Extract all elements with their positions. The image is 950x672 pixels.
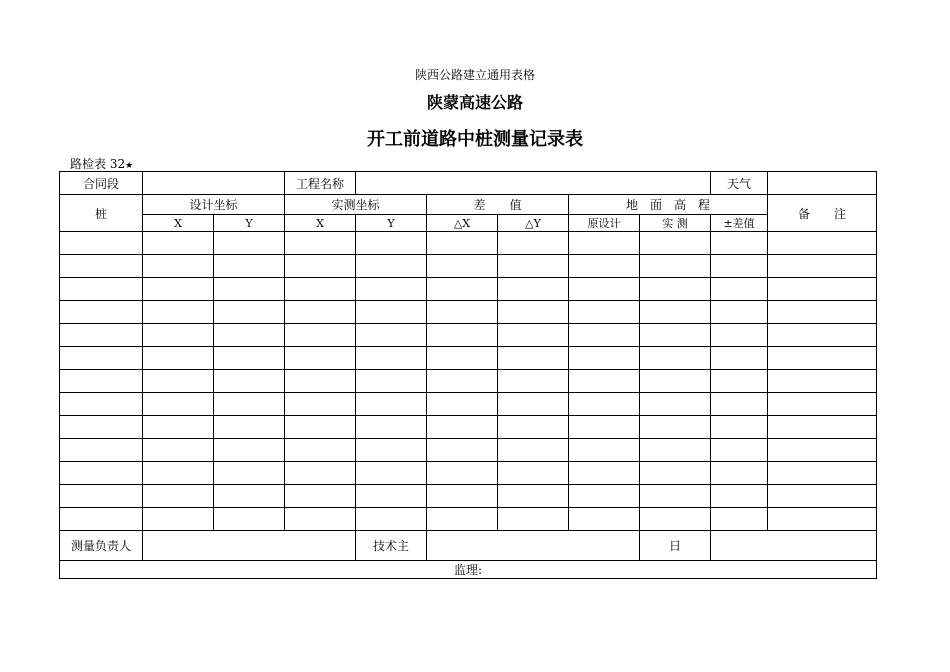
original-design-cell[interactable] bbox=[569, 301, 640, 324]
delta-y-cell[interactable] bbox=[498, 439, 569, 462]
measured-elev-cell[interactable] bbox=[640, 324, 711, 347]
table-row bbox=[60, 485, 877, 508]
design-x-cell[interactable] bbox=[143, 347, 214, 370]
diff-elev-cell[interactable] bbox=[711, 324, 768, 347]
delta-y-cell[interactable] bbox=[498, 416, 569, 439]
table-row bbox=[60, 370, 877, 393]
design-y-cell[interactable] bbox=[214, 439, 285, 462]
design-y-header: Y bbox=[214, 215, 285, 232]
measured-x-cell[interactable] bbox=[285, 462, 356, 485]
measured-elev-cell[interactable] bbox=[640, 347, 711, 370]
diff-elev-cell[interactable] bbox=[711, 393, 768, 416]
measured-elev-cell[interactable] bbox=[640, 301, 711, 324]
table-row bbox=[60, 347, 877, 370]
table-row bbox=[60, 508, 877, 531]
stake-cell[interactable] bbox=[60, 370, 143, 393]
measured-x-cell[interactable] bbox=[285, 370, 356, 393]
design-y-cell[interactable] bbox=[214, 278, 285, 301]
table-row bbox=[60, 393, 877, 416]
design-x-cell[interactable] bbox=[143, 324, 214, 347]
remarks-cell[interactable] bbox=[768, 278, 877, 301]
stake-cell[interactable] bbox=[60, 439, 143, 462]
delta-x-cell[interactable] bbox=[427, 301, 498, 324]
form-code-text: 路检表 32 bbox=[70, 157, 126, 171]
delta-x-cell[interactable] bbox=[427, 485, 498, 508]
measured-elev-header: 实 测 bbox=[640, 215, 711, 232]
diff-elev-header: ±差值 bbox=[711, 215, 768, 232]
remarks-cell[interactable] bbox=[768, 462, 877, 485]
design-y-cell[interactable] bbox=[214, 416, 285, 439]
delta-y-cell[interactable] bbox=[498, 508, 569, 531]
diff-elev-cell[interactable] bbox=[711, 232, 768, 255]
measured-x-cell[interactable] bbox=[285, 508, 356, 531]
design-x-cell[interactable] bbox=[143, 370, 214, 393]
ground-elevation-header: 地 面 高 程 bbox=[569, 195, 768, 215]
measured-y-cell[interactable] bbox=[356, 508, 427, 531]
delta-y-cell[interactable] bbox=[498, 278, 569, 301]
design-x-cell[interactable] bbox=[143, 278, 214, 301]
design-x-cell[interactable] bbox=[143, 485, 214, 508]
surveyor-value[interactable] bbox=[143, 531, 356, 561]
star-icon: ★ bbox=[125, 161, 134, 171]
design-x-cell[interactable] bbox=[143, 232, 214, 255]
remarks-cell[interactable] bbox=[768, 508, 877, 531]
supervisor-row bbox=[60, 561, 877, 579]
delta-x-cell[interactable] bbox=[427, 347, 498, 370]
design-y-cell[interactable] bbox=[214, 462, 285, 485]
project-name-label: 工程名称 bbox=[285, 172, 356, 195]
measured-elev-cell[interactable] bbox=[640, 278, 711, 301]
stake-cell[interactable] bbox=[60, 232, 143, 255]
original-design-cell[interactable] bbox=[569, 232, 640, 255]
measured-elev-cell[interactable] bbox=[640, 370, 711, 393]
stake-cell[interactable] bbox=[60, 508, 143, 531]
measured-x-cell[interactable] bbox=[285, 416, 356, 439]
measured-x-cell[interactable] bbox=[285, 485, 356, 508]
remarks-cell[interactable] bbox=[768, 485, 877, 508]
column-group-row bbox=[60, 195, 877, 215]
delta-y-cell[interactable] bbox=[498, 324, 569, 347]
measured-elev-cell[interactable] bbox=[640, 416, 711, 439]
delta-y-cell[interactable] bbox=[498, 485, 569, 508]
design-x-header: X bbox=[143, 215, 214, 232]
measured-y-cell[interactable] bbox=[356, 370, 427, 393]
original-design-cell[interactable] bbox=[569, 255, 640, 278]
delta-y-cell[interactable] bbox=[498, 393, 569, 416]
original-design-cell[interactable] bbox=[569, 439, 640, 462]
date-value[interactable] bbox=[711, 531, 877, 561]
design-x-cell[interactable] bbox=[143, 508, 214, 531]
technical-lead-value[interactable] bbox=[427, 531, 640, 561]
stake-cell[interactable] bbox=[60, 393, 143, 416]
diff-elev-cell[interactable] bbox=[711, 439, 768, 462]
measured-x-cell[interactable] bbox=[285, 301, 356, 324]
diff-elev-cell[interactable] bbox=[711, 508, 768, 531]
design-y-cell[interactable] bbox=[214, 301, 285, 324]
original-design-cell[interactable] bbox=[569, 278, 640, 301]
stake-cell[interactable] bbox=[60, 278, 143, 301]
stake-cell[interactable] bbox=[60, 255, 143, 278]
table-row bbox=[60, 278, 877, 301]
delta-y-cell[interactable] bbox=[498, 370, 569, 393]
form-code bbox=[70, 155, 133, 172]
delta-x-cell[interactable] bbox=[427, 232, 498, 255]
diff-elev-cell[interactable] bbox=[711, 301, 768, 324]
design-x-cell[interactable] bbox=[143, 416, 214, 439]
measured-elev-cell[interactable] bbox=[640, 485, 711, 508]
org-header: 陕西公路建立通用表格 bbox=[414, 68, 535, 82]
stake-cell[interactable] bbox=[60, 485, 143, 508]
column-sub-row bbox=[60, 215, 877, 232]
design-y-cell[interactable] bbox=[214, 508, 285, 531]
measured-y-header: Y bbox=[356, 215, 427, 232]
design-x-cell[interactable] bbox=[143, 301, 214, 324]
table-row bbox=[60, 232, 877, 255]
delta-y-cell[interactable] bbox=[498, 347, 569, 370]
measured-y-cell[interactable] bbox=[356, 439, 427, 462]
remarks-header: 备 注 bbox=[768, 195, 877, 232]
remarks-cell[interactable] bbox=[768, 347, 877, 370]
info-row bbox=[60, 172, 877, 195]
weather-value[interactable] bbox=[768, 172, 877, 195]
design-y-cell[interactable] bbox=[214, 255, 285, 278]
technical-lead-label: 技术主 bbox=[356, 531, 427, 561]
form-title: 开工前道路中桩测量记录表 bbox=[367, 129, 583, 150]
diff-elev-cell[interactable] bbox=[711, 370, 768, 393]
measured-x-cell[interactable] bbox=[285, 324, 356, 347]
table-row bbox=[60, 324, 877, 347]
measured-x-cell[interactable] bbox=[285, 255, 356, 278]
design-x-cell[interactable] bbox=[143, 439, 214, 462]
measured-elev-cell[interactable] bbox=[640, 508, 711, 531]
delta-y-cell[interactable] bbox=[498, 462, 569, 485]
measured-y-cell[interactable] bbox=[356, 278, 427, 301]
remarks-cell[interactable] bbox=[768, 439, 877, 462]
diff-elev-cell[interactable] bbox=[711, 255, 768, 278]
delta-x-header: △X bbox=[427, 215, 498, 232]
diff-elev-cell[interactable] bbox=[711, 278, 768, 301]
diff-elev-cell[interactable] bbox=[711, 416, 768, 439]
diff-elev-cell[interactable] bbox=[711, 462, 768, 485]
delta-x-cell[interactable] bbox=[427, 393, 498, 416]
design-x-cell[interactable] bbox=[143, 462, 214, 485]
table-row bbox=[60, 439, 877, 462]
measured-x-cell[interactable] bbox=[285, 232, 356, 255]
remarks-cell[interactable] bbox=[768, 301, 877, 324]
original-design-cell[interactable] bbox=[569, 393, 640, 416]
surveyor-label: 测量负责人 bbox=[60, 531, 143, 561]
remarks-cell[interactable] bbox=[768, 393, 877, 416]
table-row bbox=[60, 416, 877, 439]
contract-section-label: 合同段 bbox=[60, 172, 143, 195]
diff-elev-cell[interactable] bbox=[711, 485, 768, 508]
stake-cell[interactable] bbox=[60, 347, 143, 370]
delta-x-cell[interactable] bbox=[427, 508, 498, 531]
remarks-cell[interactable] bbox=[768, 255, 877, 278]
original-design-cell[interactable] bbox=[569, 370, 640, 393]
measured-y-cell[interactable] bbox=[356, 416, 427, 439]
measured-y-cell[interactable] bbox=[356, 301, 427, 324]
delta-x-cell[interactable] bbox=[427, 324, 498, 347]
table-row bbox=[60, 255, 877, 278]
delta-y-cell[interactable] bbox=[498, 255, 569, 278]
stake-header: 桩 bbox=[60, 195, 143, 232]
design-coord-header: 设计坐标 bbox=[143, 195, 285, 215]
measured-x-cell[interactable] bbox=[285, 278, 356, 301]
measured-y-cell[interactable] bbox=[356, 255, 427, 278]
original-design-cell[interactable] bbox=[569, 347, 640, 370]
measured-elev-cell[interactable] bbox=[640, 462, 711, 485]
measured-coord-header: 实测坐标 bbox=[285, 195, 427, 215]
original-design-header: 原设计 bbox=[569, 215, 640, 232]
design-y-cell[interactable] bbox=[214, 324, 285, 347]
date-label: 日 bbox=[640, 531, 711, 561]
delta-y-cell[interactable] bbox=[498, 232, 569, 255]
diff-elev-cell[interactable] bbox=[711, 347, 768, 370]
delta-x-cell[interactable] bbox=[427, 439, 498, 462]
table-row bbox=[60, 462, 877, 485]
delta-x-cell[interactable] bbox=[427, 278, 498, 301]
measured-y-cell[interactable] bbox=[356, 232, 427, 255]
measured-elev-cell[interactable] bbox=[640, 439, 711, 462]
remarks-cell[interactable] bbox=[768, 370, 877, 393]
stake-cell[interactable] bbox=[60, 462, 143, 485]
original-design-cell[interactable] bbox=[569, 462, 640, 485]
delta-x-cell[interactable] bbox=[427, 416, 498, 439]
measured-elev-cell[interactable] bbox=[640, 393, 711, 416]
measured-y-cell[interactable] bbox=[356, 324, 427, 347]
design-y-cell[interactable] bbox=[214, 347, 285, 370]
measured-y-cell[interactable] bbox=[356, 485, 427, 508]
measured-elev-cell[interactable] bbox=[640, 255, 711, 278]
measured-elev-cell[interactable] bbox=[640, 232, 711, 255]
original-design-cell[interactable] bbox=[569, 416, 640, 439]
original-design-cell[interactable] bbox=[569, 324, 640, 347]
delta-y-cell[interactable] bbox=[498, 301, 569, 324]
stake-cell[interactable] bbox=[60, 416, 143, 439]
design-x-cell[interactable] bbox=[143, 255, 214, 278]
original-design-cell[interactable] bbox=[569, 508, 640, 531]
design-y-cell[interactable] bbox=[214, 393, 285, 416]
delta-x-cell[interactable] bbox=[427, 370, 498, 393]
measured-x-cell[interactable] bbox=[285, 393, 356, 416]
stake-cell[interactable] bbox=[60, 301, 143, 324]
table-row bbox=[60, 301, 877, 324]
measured-x-cell[interactable] bbox=[285, 347, 356, 370]
delta-y-header: △Y bbox=[498, 215, 569, 232]
design-x-cell[interactable] bbox=[143, 393, 214, 416]
measured-y-cell[interactable] bbox=[356, 393, 427, 416]
remarks-cell[interactable] bbox=[768, 232, 877, 255]
measured-x-header: X bbox=[285, 215, 356, 232]
supervisor-label: 监理: bbox=[60, 561, 877, 579]
design-y-cell[interactable] bbox=[214, 232, 285, 255]
delta-x-cell[interactable] bbox=[427, 255, 498, 278]
project-name-value[interactable] bbox=[356, 172, 711, 195]
contract-section-value[interactable] bbox=[143, 172, 285, 195]
stake-cell[interactable] bbox=[60, 324, 143, 347]
delta-x-cell[interactable] bbox=[427, 462, 498, 485]
weather-label: 天气 bbox=[711, 172, 768, 195]
design-y-cell[interactable] bbox=[214, 370, 285, 393]
remarks-cell[interactable] bbox=[768, 416, 877, 439]
record-table bbox=[59, 171, 877, 579]
signature-row bbox=[60, 531, 877, 561]
design-y-cell[interactable] bbox=[214, 485, 285, 508]
difference-header: 差 值 bbox=[427, 195, 569, 215]
measured-y-cell[interactable] bbox=[356, 462, 427, 485]
measured-x-cell[interactable] bbox=[285, 439, 356, 462]
project-name: 陕蒙高速公路 bbox=[426, 93, 523, 112]
remarks-cell[interactable] bbox=[768, 324, 877, 347]
measured-y-cell[interactable] bbox=[356, 347, 427, 370]
original-design-cell[interactable] bbox=[569, 485, 640, 508]
